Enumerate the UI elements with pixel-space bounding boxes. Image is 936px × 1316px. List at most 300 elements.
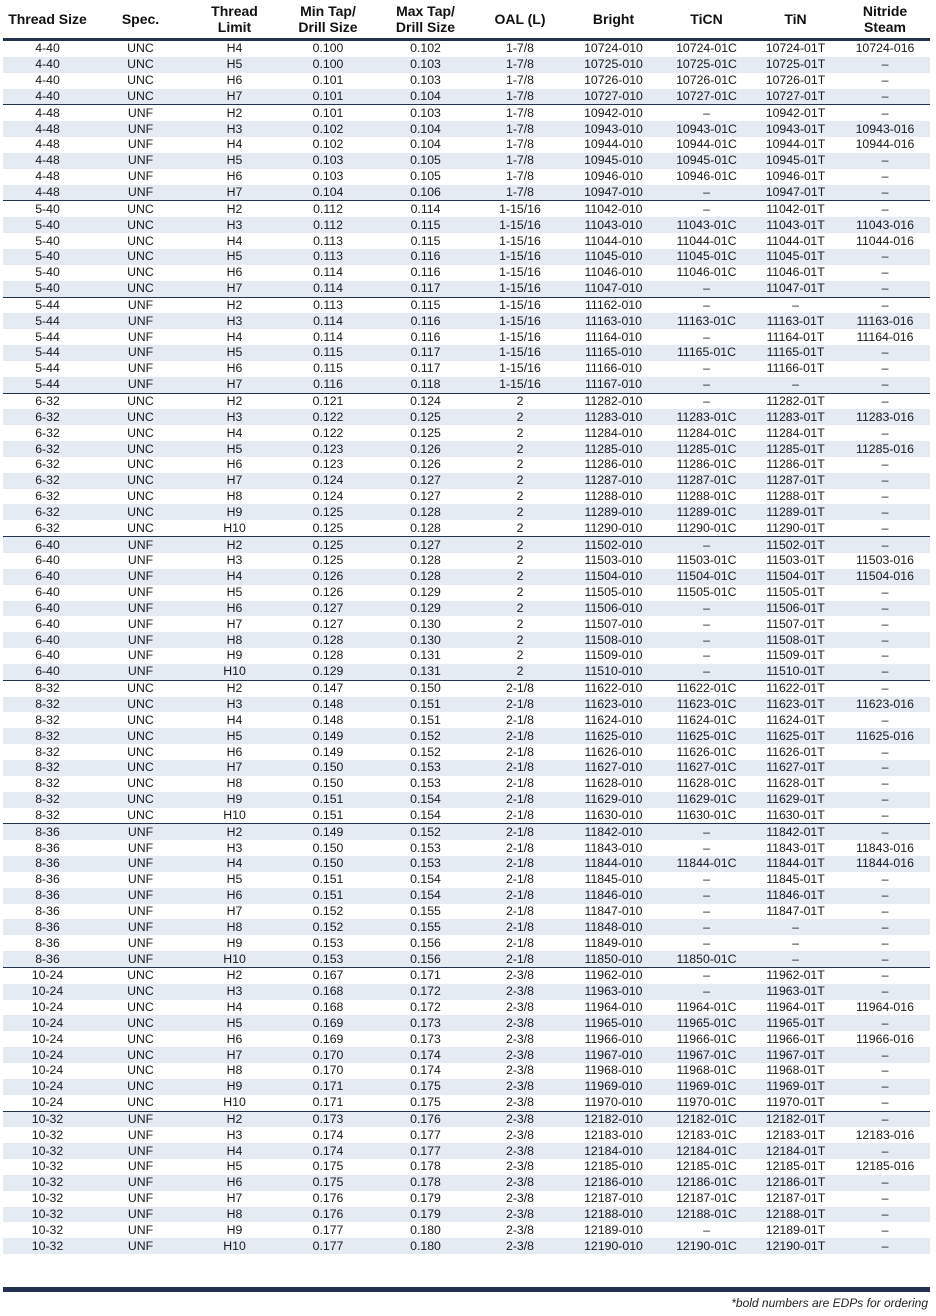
cell-ticn: 12182-01C <box>662 1111 751 1127</box>
cell-thread-size: 10-32 <box>31 1127 64 1142</box>
cell-thread-size: 6-40 <box>35 553 60 568</box>
cell-ticn: – <box>662 967 751 983</box>
cell-nitride-steam: – <box>840 680 930 696</box>
table-row <box>3 73 930 89</box>
cell-oal: 2-3/8 <box>505 1095 535 1110</box>
cell-oal: 2 <box>516 457 524 472</box>
cell-max-tap-drill: 0.116 <box>410 329 441 344</box>
cell-tin: – <box>792 935 799 950</box>
cell-tin: 11285-01T <box>751 441 840 457</box>
cell-oal: 2-1/8 <box>475 680 565 696</box>
cell-ticn: 10946-01C <box>676 169 737 184</box>
cell-nitride-steam: 11285-016 <box>840 441 930 457</box>
cell-bright: 11287-010 <box>565 473 662 489</box>
cell-bright: 11845-010 <box>584 872 643 887</box>
cell-oal: 1-15/16 <box>475 377 565 393</box>
cell-ticn: 11623-01C <box>662 697 751 713</box>
cell-thread-size: 6-40 <box>3 601 92 617</box>
table-row <box>3 537 930 553</box>
cell-min-tap-drill: 0.100 <box>312 41 344 56</box>
cell-spec: UNC <box>92 792 189 808</box>
cell-thread-size: 10-24 <box>31 1095 64 1110</box>
cell-tin: 11628-01T <box>766 776 825 791</box>
cell-tin: 12183-01T <box>765 1127 826 1142</box>
cell-bright: 11286-010 <box>584 457 643 472</box>
cell-min-tap-drill: 0.126 <box>280 569 376 585</box>
cell-min-tap-drill: 0.100 <box>280 57 376 73</box>
cell-spec: UNC <box>92 89 189 105</box>
table-row <box>3 744 930 760</box>
cell-bright: 11162-010 <box>565 297 662 313</box>
cell-nitride-steam: – <box>881 489 889 504</box>
cell-spec: UNF <box>127 585 154 600</box>
cell-ticn: – <box>662 537 751 553</box>
cell-tin: 11282-01T <box>751 393 840 409</box>
table-row <box>3 201 930 217</box>
cell-spec: UNF <box>92 1238 189 1254</box>
cell-nitride-steam: – <box>881 776 889 791</box>
cell-oal: 2-3/8 <box>505 1063 535 1078</box>
cell-thread-limit: H4 <box>226 41 243 56</box>
cell-spec: UNC <box>127 1095 154 1110</box>
cell-thread-size: 4-40 <box>35 73 60 88</box>
cell-ticn: 10726-01C <box>676 73 737 88</box>
cell-thread-size: 6-40 <box>3 537 92 553</box>
cell-tin: 12186-01T <box>751 1175 840 1191</box>
cell-tin: 12184-01T <box>751 1143 840 1159</box>
cell-nitride-steam: – <box>840 1175 930 1191</box>
cell-ticn: – <box>662 664 751 680</box>
cell-oal: 2-1/8 <box>505 744 535 759</box>
cell-oal: 2-1/8 <box>475 792 565 808</box>
cell-min-tap-drill: 0.124 <box>280 473 376 489</box>
table-row <box>3 664 930 680</box>
header-nitride-steam: Nitride Steam <box>840 0 930 40</box>
cell-thread-limit: H2 <box>189 967 280 983</box>
table-row <box>3 904 930 920</box>
cell-ticn: 11286-01C <box>676 457 737 472</box>
cell-thread-size: 6-32 <box>3 473 92 489</box>
table-row <box>3 441 930 457</box>
cell-thread-size: 10-32 <box>3 1143 92 1159</box>
cell-tin: 11042-01T <box>751 201 840 217</box>
cell-oal: 2 <box>475 601 565 617</box>
cell-bright: 12184-010 <box>565 1143 662 1159</box>
cell-nitride-steam: 11043-016 <box>840 217 930 233</box>
cell-bright: 10947-010 <box>565 185 662 201</box>
cell-max-tap-drill: 0.176 <box>376 1111 475 1127</box>
table-row <box>3 1143 930 1159</box>
cell-tin: 11164-01T <box>766 329 825 344</box>
cell-thread-size: 4-48 <box>3 121 92 137</box>
cell-nitride-steam: 11844-016 <box>840 856 930 872</box>
table-row <box>3 792 930 808</box>
cell-tin: 11502-01T <box>751 537 840 553</box>
cell-tin: – <box>751 919 840 935</box>
table-row <box>3 935 930 951</box>
cell-nitride-steam: – <box>840 281 930 297</box>
cell-oal: 2-3/8 <box>475 967 565 983</box>
cell-tin: 11970-01T <box>766 1095 825 1110</box>
cell-min-tap-drill: 0.112 <box>280 201 376 217</box>
cell-thread-limit: H4 <box>226 1000 243 1015</box>
cell-tin: 10944-01T <box>765 137 826 152</box>
cell-tin: 12190-01T <box>751 1238 840 1254</box>
cell-thread-size: 5-44 <box>3 377 92 393</box>
cell-bright: 11970-010 <box>584 1095 643 1110</box>
cell-min-tap-drill: 0.150 <box>280 856 376 872</box>
cell-min-tap-drill: 0.128 <box>312 648 344 663</box>
cell-thread-limit: H10 <box>189 664 280 680</box>
cell-thread-size: 8-36 <box>35 903 60 918</box>
cell-tin: 11284-01T <box>766 425 825 440</box>
cell-ticn: 10944-01C <box>676 137 737 152</box>
cell-thread-size: 8-36 <box>35 872 60 887</box>
cell-spec: UNF <box>127 1222 154 1237</box>
cell-oal: 1-15/16 <box>475 249 565 265</box>
table-row <box>3 297 930 313</box>
cell-tin: 12187-01T <box>765 1191 826 1206</box>
cell-bright: 10943-010 <box>565 121 662 137</box>
cell-thread-limit: H5 <box>189 153 280 169</box>
cell-ticn: 11965-01C <box>662 1015 751 1031</box>
header-bright: Bright <box>565 0 662 40</box>
cell-thread-size: 4-40 <box>3 89 92 105</box>
cell-thread-limit: H6 <box>226 169 243 184</box>
table-row <box>3 1191 930 1207</box>
cell-max-tap-drill: 0.103 <box>376 57 475 73</box>
cell-thread-size: 8-36 <box>3 919 92 935</box>
cell-min-tap-drill: 0.103 <box>312 169 344 184</box>
cell-ticn: – <box>662 824 751 840</box>
cell-oal: 1-15/16 <box>475 201 565 217</box>
cell-bright: 11848-010 <box>565 919 662 935</box>
cell-thread-limit: H6 <box>226 361 243 376</box>
cell-min-tap-drill: 0.114 <box>313 265 343 280</box>
cell-spec: UNC <box>127 73 154 88</box>
cell-bright: 11505-010 <box>584 585 643 600</box>
cell-oal: 2 <box>475 569 565 585</box>
cell-max-tap-drill: 0.124 <box>376 393 475 409</box>
cell-spec: UNC <box>92 57 189 73</box>
cell-thread-limit: H8 <box>226 776 243 791</box>
cell-ticn: – <box>662 919 751 935</box>
cell-bright: 10726-010 <box>584 73 643 88</box>
cell-tin: 11045-01T <box>751 249 840 265</box>
cell-max-tap-drill: 0.153 <box>376 856 475 872</box>
cell-thread-limit: H8 <box>189 919 280 935</box>
cell-thread-size: 10-24 <box>3 1079 92 1095</box>
cell-nitride-steam: – <box>840 601 930 617</box>
cell-min-tap-drill: 0.116 <box>280 377 376 393</box>
cell-spec: UNF <box>127 1127 154 1142</box>
cell-min-tap-drill: 0.102 <box>312 137 344 152</box>
cell-thread-size: 4-48 <box>3 185 92 201</box>
cell-ticn: 10724-01C <box>676 41 737 56</box>
cell-nitride-steam: – <box>840 760 930 776</box>
cell-oal: 2-1/8 <box>505 903 535 918</box>
cell-nitride-steam: – <box>881 520 889 535</box>
cell-thread-limit: H8 <box>189 1207 280 1223</box>
cell-spec: UNF <box>92 121 189 137</box>
cell-ticn: 11966-01C <box>676 1031 737 1046</box>
cell-spec: UNF <box>92 1175 189 1191</box>
cell-nitride-steam: – <box>840 888 930 904</box>
table-row <box>3 601 930 617</box>
cell-tin: 12188-01T <box>751 1207 840 1223</box>
table-row <box>3 281 930 297</box>
cell-max-tap-drill: 0.154 <box>376 792 475 808</box>
cell-max-tap-drill: 0.180 <box>410 1222 441 1237</box>
cell-tin: 10724-01T <box>765 41 826 56</box>
cell-max-tap-drill: 0.105 <box>376 153 475 169</box>
cell-max-tap-drill: 0.153 <box>410 776 441 791</box>
cell-thread-size: 8-32 <box>35 776 60 791</box>
cell-nitride-steam: 11283-016 <box>840 409 930 425</box>
cell-oal: 2-1/8 <box>475 888 565 904</box>
cell-nitride-steam: – <box>840 792 930 808</box>
cell-thread-limit: H5 <box>226 585 243 600</box>
cell-spec: UNC <box>127 712 154 727</box>
cell-oal: 1-7/8 <box>475 185 565 201</box>
cell-bright: 10725-010 <box>565 57 662 73</box>
cell-oal: 1-7/8 <box>475 153 565 169</box>
cell-oal: 1-15/16 <box>475 281 565 297</box>
cell-max-tap-drill: 0.127 <box>376 537 475 553</box>
table-row <box>3 473 930 489</box>
cell-bright: 11629-010 <box>565 792 662 808</box>
cell-oal: 1-7/8 <box>475 105 565 121</box>
cell-oal: 1-7/8 <box>505 137 535 152</box>
cell-oal: 2 <box>475 473 565 489</box>
table-row <box>3 409 930 425</box>
cell-oal: 2 <box>475 393 565 409</box>
cell-oal: 1-15/16 <box>499 329 541 344</box>
cell-thread-size: 5-44 <box>35 361 60 376</box>
table-row <box>3 105 930 121</box>
cell-ticn: 11969-01C <box>662 1079 751 1095</box>
cell-thread-size: 5-44 <box>3 345 92 361</box>
cell-oal: 1-15/16 <box>475 313 565 329</box>
cell-max-tap-drill: 0.150 <box>376 680 475 696</box>
cell-nitride-steam: 11966-016 <box>856 1031 914 1046</box>
cell-ticn: 11045-01C <box>662 249 751 265</box>
cell-spec: UNF <box>127 361 154 376</box>
cell-thread-limit: H4 <box>189 569 280 585</box>
cell-thread-limit: H6 <box>226 1031 243 1046</box>
table-row <box>3 585 930 601</box>
cell-spec: UNF <box>92 824 189 840</box>
cell-max-tap-drill: 0.104 <box>376 89 475 105</box>
cell-oal: 2-1/8 <box>475 919 565 935</box>
cell-spec: UNC <box>127 807 154 822</box>
cell-bright: 11844-010 <box>565 856 662 872</box>
cell-tin: 11846-01T <box>751 888 840 904</box>
cell-max-tap-drill: 0.104 <box>376 121 475 137</box>
cell-max-tap-drill: 0.131 <box>410 648 441 663</box>
cell-spec: UNC <box>127 457 154 472</box>
cell-oal: 2-1/8 <box>475 824 565 840</box>
cell-thread-size: 6-40 <box>3 664 92 680</box>
cell-max-tap-drill: 0.115 <box>376 217 475 233</box>
cell-ticn: 11163-01C <box>662 313 751 329</box>
cell-oal: 2 <box>475 537 565 553</box>
cell-bright: 11850-010 <box>565 951 662 967</box>
cell-ticn: 12184-01C <box>662 1143 751 1159</box>
cell-bright: 11624-010 <box>584 712 643 727</box>
cell-thread-limit: H4 <box>189 856 280 872</box>
cell-nitride-steam: – <box>840 537 930 553</box>
cell-max-tap-drill: 0.151 <box>376 697 475 713</box>
cell-min-tap-drill: 0.169 <box>280 1015 376 1031</box>
cell-tin: 11044-01T <box>766 233 825 248</box>
cell-tin: 11627-01T <box>751 760 840 776</box>
cell-spec: UNF <box>92 856 189 872</box>
table-row <box>3 1063 930 1079</box>
cell-thread-limit: H3 <box>189 121 280 137</box>
cell-ticn: 11850-01C <box>662 951 751 967</box>
header-thread-size: Thread Size <box>3 0 92 40</box>
cell-bright: 11510-010 <box>565 664 662 680</box>
cell-thread-size: 8-32 <box>3 680 92 696</box>
cell-thread-size: 5-40 <box>3 217 92 233</box>
table-row <box>3 888 930 904</box>
cell-max-tap-drill: 0.103 <box>376 105 475 121</box>
cell-max-tap-drill: 0.172 <box>376 984 475 1000</box>
cell-nitride-steam: – <box>881 903 889 918</box>
cell-oal: 2-1/8 <box>475 728 565 744</box>
cell-thread-size: 4-48 <box>35 169 60 184</box>
cell-nitride-steam: – <box>840 1047 930 1063</box>
cell-bright: 10942-010 <box>565 105 662 121</box>
cell-oal: 2-1/8 <box>505 935 535 950</box>
cell-min-tap-drill: 0.126 <box>312 585 344 600</box>
cell-spec: UNC <box>92 1047 189 1063</box>
cell-tin: 11286-01T <box>766 457 825 472</box>
cell-thread-size: 6-40 <box>3 632 92 648</box>
cell-ticn: – <box>703 903 710 918</box>
cell-nitride-steam: – <box>881 616 889 631</box>
cell-bright: 11502-010 <box>565 537 662 553</box>
cell-tin: 11842-01T <box>751 824 840 840</box>
cell-max-tap-drill: 0.128 <box>410 553 441 568</box>
cell-ticn: 11964-01C <box>676 1000 737 1015</box>
cell-thread-size: 8-32 <box>3 760 92 776</box>
cell-ticn: 11968-01C <box>676 1063 737 1078</box>
cell-bright: 10946-010 <box>584 169 643 184</box>
cell-spec: UNC <box>92 1079 189 1095</box>
cell-ticn: – <box>662 377 751 393</box>
cell-oal: 2 <box>516 616 524 631</box>
cell-thread-limit: H7 <box>226 1191 243 1206</box>
cell-min-tap-drill: 0.177 <box>280 1238 376 1254</box>
cell-nitride-steam: – <box>881 425 889 440</box>
table-row <box>3 616 930 632</box>
cell-ticn: 11624-01C <box>676 712 737 727</box>
cell-bright: 11163-010 <box>565 313 662 329</box>
cell-spec: UNC <box>127 520 154 535</box>
cell-thread-limit: H7 <box>189 185 280 201</box>
cell-max-tap-drill: 0.154 <box>410 807 441 822</box>
cell-min-tap-drill: 0.149 <box>312 744 344 759</box>
header-tin: TiN <box>751 0 840 40</box>
table-row <box>3 40 930 57</box>
cell-thread-limit: H2 <box>189 393 280 409</box>
cell-max-tap-drill: 0.155 <box>410 903 441 918</box>
cell-oal: 2-3/8 <box>475 1015 565 1031</box>
cell-thread-size: 10-32 <box>31 1159 64 1174</box>
cell-min-tap-drill: 0.169 <box>312 1031 344 1046</box>
cell-ticn: 11043-01C <box>662 217 751 233</box>
cell-oal: 2-3/8 <box>505 1191 535 1206</box>
cell-min-tap-drill: 0.104 <box>280 185 376 201</box>
cell-min-tap-drill: 0.149 <box>280 824 376 840</box>
cell-nitride-steam: 11964-016 <box>856 1000 914 1015</box>
cell-thread-size: 10-32 <box>3 1207 92 1223</box>
cell-nitride-steam: – <box>840 664 930 680</box>
table-header-row <box>3 0 930 40</box>
cell-ticn: 11288-01C <box>676 489 737 504</box>
cell-thread-size: 10-24 <box>31 1000 64 1015</box>
cell-min-tap-drill: 0.148 <box>280 697 376 713</box>
table-row <box>3 569 930 585</box>
cell-oal: 1-15/16 <box>499 265 541 280</box>
table-row <box>3 489 930 505</box>
cell-max-tap-drill: 0.153 <box>410 840 441 855</box>
cell-min-tap-drill: 0.153 <box>312 935 344 950</box>
cell-min-tap-drill: 0.127 <box>312 616 344 631</box>
cell-max-tap-drill: 0.115 <box>376 297 475 313</box>
cell-spec: UNC <box>92 441 189 457</box>
cell-thread-limit: H6 <box>189 888 280 904</box>
cell-thread-limit: H2 <box>189 105 280 121</box>
cell-bright: 11626-010 <box>584 744 643 759</box>
cell-thread-size: 8-32 <box>35 744 60 759</box>
cell-max-tap-drill: 0.116 <box>410 265 441 280</box>
cell-thread-limit: H5 <box>189 57 280 73</box>
cell-tin: – <box>751 377 840 393</box>
cell-bright: 11284-010 <box>584 425 643 440</box>
cell-max-tap-drill: 0.130 <box>376 632 475 648</box>
cell-nitride-steam: 11163-016 <box>840 313 930 329</box>
cell-thread-size: 5-44 <box>35 329 60 344</box>
cell-min-tap-drill: 0.124 <box>312 489 344 504</box>
cell-thread-size: 6-32 <box>35 520 60 535</box>
cell-min-tap-drill: 0.175 <box>312 1159 344 1174</box>
bottom-rule <box>3 1287 930 1292</box>
cell-max-tap-drill: 0.118 <box>376 377 475 393</box>
cell-ticn: – <box>662 201 751 217</box>
cell-oal: 2-3/8 <box>475 984 565 1000</box>
cell-max-tap-drill: 0.126 <box>410 457 441 472</box>
cell-nitride-steam: – <box>840 504 930 520</box>
cell-min-tap-drill: 0.151 <box>312 807 344 822</box>
cell-nitride-steam: – <box>881 1191 889 1206</box>
cell-oal: 1-7/8 <box>475 89 565 105</box>
cell-min-tap-drill: 0.122 <box>312 425 344 440</box>
cell-max-tap-drill: 0.178 <box>376 1175 475 1191</box>
cell-thread-limit: H9 <box>226 648 243 663</box>
cell-thread-limit: H4 <box>226 425 243 440</box>
cell-bright: 11042-010 <box>565 201 662 217</box>
cell-bright: 11508-010 <box>565 632 662 648</box>
cell-max-tap-drill: 0.156 <box>410 935 441 950</box>
cell-ticn: 11165-01C <box>662 345 751 361</box>
cell-ticn: 11290-01C <box>676 520 737 535</box>
table-row <box>3 760 930 776</box>
cell-tin: 10725-01T <box>751 57 840 73</box>
cell-min-tap-drill: 0.113 <box>280 249 376 265</box>
